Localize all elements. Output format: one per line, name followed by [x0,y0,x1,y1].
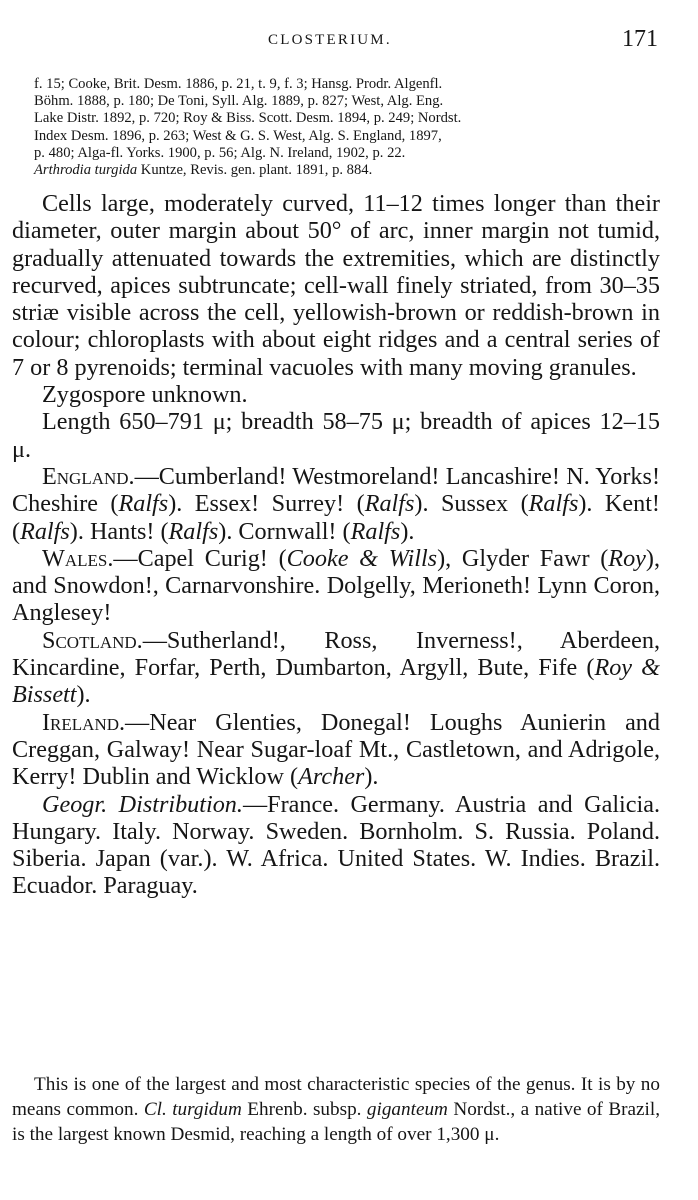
authority: Archer [298,763,365,791]
reference-line: f. 15; Cooke, Brit. Desm. 1886, p. 21, t. 9, f. 3; Hansg. Prodr. Algenfl. [34,76,443,92]
note-paragraph: This is one of the largest and most characteristic species of the genus. It is by no means common. Cl. turgidum Ehrenb. subsp. giganteum Nordst., a native of Brazil, is the largest known Desmid, reaching a length of over 1,300 μ. [12,1074,661,1145]
authority: Ralfs [350,517,401,545]
locality-label: Ireland. [42,708,126,736]
locality-england: England.—Cumberland! Westmoreland! Lancashire! N. Yorks! Cheshire (Ralfs). Essex! Surrey! (Ralfs). Sussex (Ralfs). Kent! (Ralfs). Hants! (Ralfs). Cornwall! (Ralfs). [12,462,660,545]
authority: Ralfs [118,490,169,518]
description-paragraph: Cells large, moderately curved, 11–12 times longer than their diameter, outer margin about 50° of arc, inner margin not tumid, gradually attenuated towards the extremities, which are distinctly recurved, apices subtruncate; cell-wall finely striated, from 30–35 striæ visible across the cell, yellowish-brown or reddish-brown in colour; chloroplasts with about eight ridges and a central series of 7 or 8 pyrenoids; terminal vacuoles with many moving granules. [12,190,660,381]
locality-ireland: Ireland.—Near Glenties, Donegal! Loughs Aunierin and Creggan, Galway! Near Sugar-loaf Mt., Castletown, and Adrigole, Kerry! Dublin and Wicklow (Archer). [12,708,660,791]
authority: Roy [608,544,646,572]
authority: Ralfs [364,490,415,518]
locality-scotland: Scotland.—Sutherland!, Ross, Inverness!, Aberdeen, Kincardine, Forfar, Perth, Dumbarton, Argyll, Bute, Fife (Roy & Bissett). [12,626,660,709]
species-description-body [12,190,660,900]
species-name: Cl. turgidum [143,1099,242,1120]
reference-list [34,76,664,179]
measurements-paragraph: Length 650–791 μ; breadth 58–75 μ; breadth of apices 12–15 μ. [12,408,660,463]
synonym-line [34,162,664,179]
authority: Ralfs [528,490,579,518]
subspecies-name: giganteum [366,1099,448,1120]
species-note [12,1072,660,1147]
authority: Ralfs [168,517,219,545]
reference-line: Lake Distr. 1892, p. 720; Roy & Biss. Scott. Desm. 1894, p. 249; Nordst. [34,110,462,127]
distribution-label: Geogr. Distribution. [42,790,243,818]
authority: Roy & Bissett [12,654,660,709]
running-title: CLOSTERIUM. [268,32,392,48]
locality-label: Wales. [42,544,114,572]
locality-label: Scotland. [42,626,143,654]
locality-label: England. [42,462,135,490]
reference-line: p. 480; Alga-fl. Yorks. 1900, p. 56; Alg. N. Ireland, 1902, p. 22. [34,144,406,161]
authority: Ralfs [20,517,70,545]
page-header [0,26,698,58]
locality-wales: Wales.—Capel Curig! (Cooke & Wills), Glyder Fawr (Roy), and Snowdon!, Carnarvonshire. Dolgelly, Merioneth! Lynn Coron, Anglesey! [12,544,661,627]
page-number: 171 [622,26,658,52]
authority: Cooke & Wills [286,544,438,572]
reference-line: Index Desm. 1896, p. 263; West & G. S. West, Alg. S. England, 1897, [34,127,442,144]
reference-line: Böhm. 1888, p. 180; De Toni, Syll. Alg. 1889, p. 827; West, Alg. Eng. [34,93,444,110]
synonym-name: Arthrodia turgida [34,162,138,179]
geographic-distribution: Geogr. Distribution.—France. Germany. Austria and Galicia. Hungary. Italy. Norway. Sweden. Bornholm. S. Russia. Poland. Siberia. Japan (var.). W. Africa. United States. W. Indies. Brazil. Ecuador. Paraguay. [12,790,661,900]
zygospore-paragraph: Zygospore unknown. [42,381,248,409]
synonym-citation: Kuntze, Revis. gen. plant. 1891, p. 884. [140,162,373,179]
